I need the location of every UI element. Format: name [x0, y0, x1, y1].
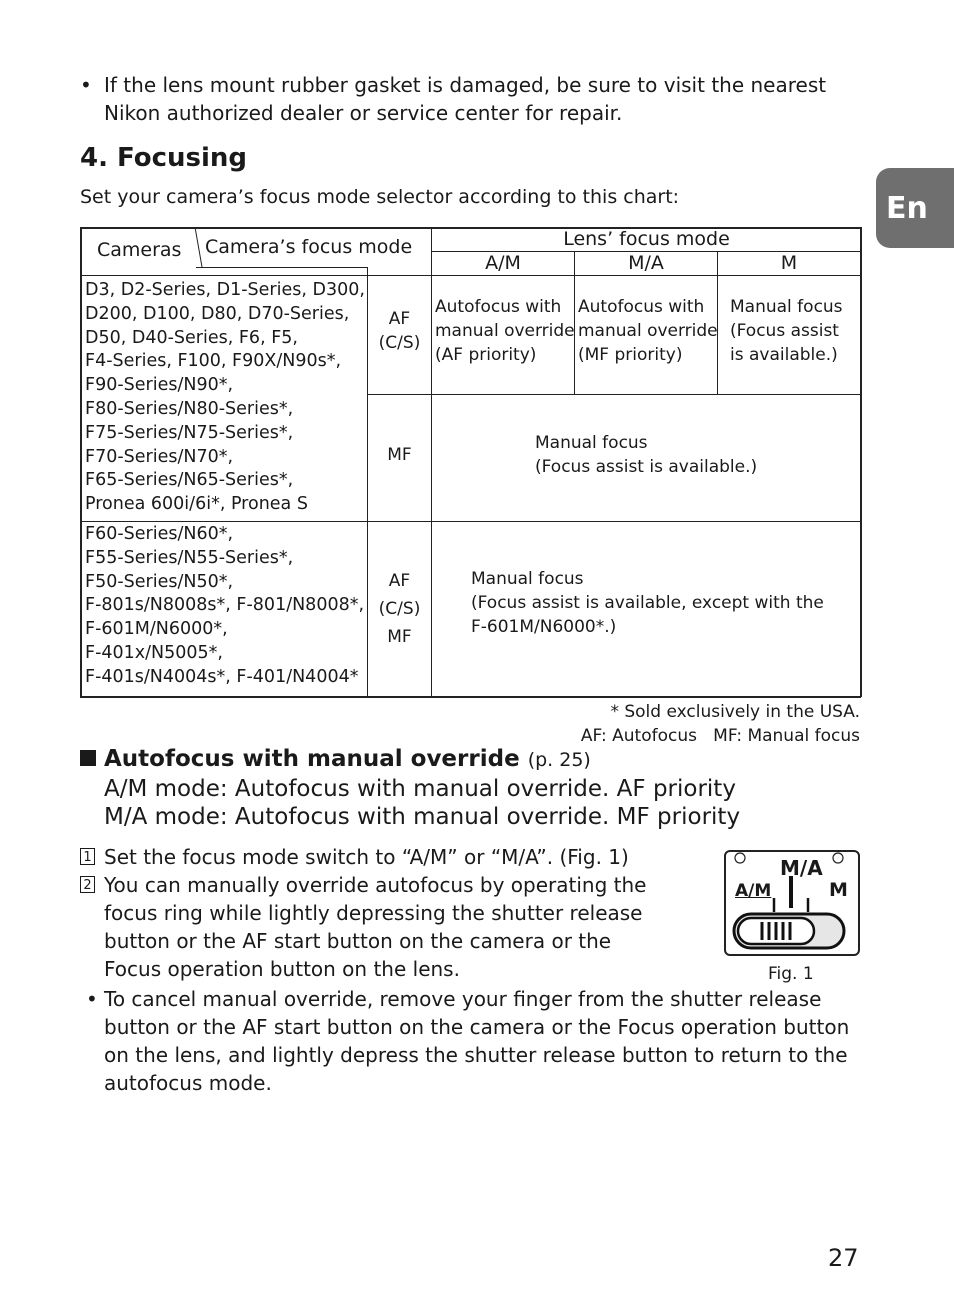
footnote-usa: * Sold exclusively in the USA.	[610, 702, 860, 722]
cancel-override-text: To cancel manual override, remove your finger from the shutter release button or the AF start button on the camera or the Focus operation button on the lens, and lightly depress the shutter release button to return to the autofocus mode.	[104, 987, 850, 1095]
step-number: 1	[80, 848, 95, 865]
footnote-abbreviations: AF: Autofocus MF: Manual focus	[580, 726, 860, 746]
ma-mode-line: M/A mode: Autofocus with manual override. MF priority	[104, 804, 741, 830]
group1-camera-list: D3, D2-Series, D1-Series, D300, D200, D100, D80, D70-Series, D50, D40-Series, F6, F5, F4-Series, F100, F90X/N90s*, F90-Series/N90*, F80-Series/N80-Series*, F75-Series/N75-Series*, F70-Series/N70*, F65-Series/N65-Series*, Pronea 600i/6i*, Pronea S	[85, 280, 365, 515]
column-ma: M/A	[628, 252, 664, 274]
subsection-title-text: Autofocus with manual override	[104, 746, 520, 772]
bullet-dot: •	[80, 73, 92, 97]
header-lens-focus-mode: Lens’ focus mode	[563, 228, 730, 250]
page-reference: (p. 25)	[527, 749, 591, 771]
switch-label-ma: M/A	[780, 856, 823, 880]
focus-switch-figure	[724, 850, 860, 956]
am-mode-line: A/M mode: Autofocus with manual override. AF priority	[104, 776, 736, 802]
page-number: 27	[828, 1244, 859, 1272]
step-text: You can manually override autofocus by operating the focus ring while lightly depressing the shutter release button or the AF start button on the camera or the Focus operation button on the lens.	[104, 873, 647, 981]
bullet-dot: •	[86, 987, 98, 1011]
gasket-bullet	[80, 71, 870, 127]
header-cameras: Cameras	[97, 239, 182, 261]
corner-diagonal	[194, 227, 204, 269]
language-tab: En	[876, 168, 954, 248]
group1-mf-result: Manual focus (Focus assist is available.)	[535, 433, 758, 477]
section-intro: Set your camera’s focus mode selector according to this chart:	[80, 186, 680, 208]
figure-caption: Fig. 1	[768, 964, 814, 984]
cancel-override-bullet	[86, 985, 866, 1097]
column-m: M	[780, 252, 798, 274]
group1-af-mode: AF (C/S)	[378, 309, 421, 353]
step-2	[80, 871, 700, 983]
group2-mode: AF (C/S) MF	[378, 571, 421, 647]
group2-result: Manual focus (Focus assist is available, except with the F-601M/N6000*.)	[471, 569, 824, 637]
group1-mf-mode: MF	[387, 445, 412, 465]
group1-af-ma-result: Autofocus with manual override (MF priority)	[578, 297, 718, 365]
group2-camera-list: F60-Series/N60*, F55-Series/N55-Series*, F50-Series/N50*, F-801s/N8008s*, F-801/N8008*, F-601M/N6000*, F-401x/N5005*, F-401s/N4004s*, F-401/N4004*	[85, 524, 365, 687]
step-text: Set the focus mode switch to “A/M” or “M/A”. (Fig. 1)	[104, 845, 629, 869]
column-am: A/M	[485, 252, 521, 274]
switch-label-m: M	[829, 879, 848, 901]
group1-af-m-result: Manual focus (Focus assist is available.)	[730, 297, 843, 365]
switch-label-am: A/M	[735, 881, 772, 901]
group1-af-am-result: Autofocus with manual override (AF priority)	[435, 297, 575, 365]
step-1	[80, 843, 700, 871]
square-bullet-icon	[80, 750, 96, 766]
focus-mode-table	[80, 227, 861, 697]
section-title: 4. Focusing	[80, 143, 248, 173]
gasket-bullet-text: If the lens mount rubber gasket is damaged, be sure to visit the nearest Nikon authorized dealer or service center for repair.	[104, 73, 827, 125]
subsection-title	[80, 746, 591, 772]
step-number: 2	[80, 876, 95, 893]
header-camera-focus-mode: Camera’s focus mode	[205, 236, 413, 258]
